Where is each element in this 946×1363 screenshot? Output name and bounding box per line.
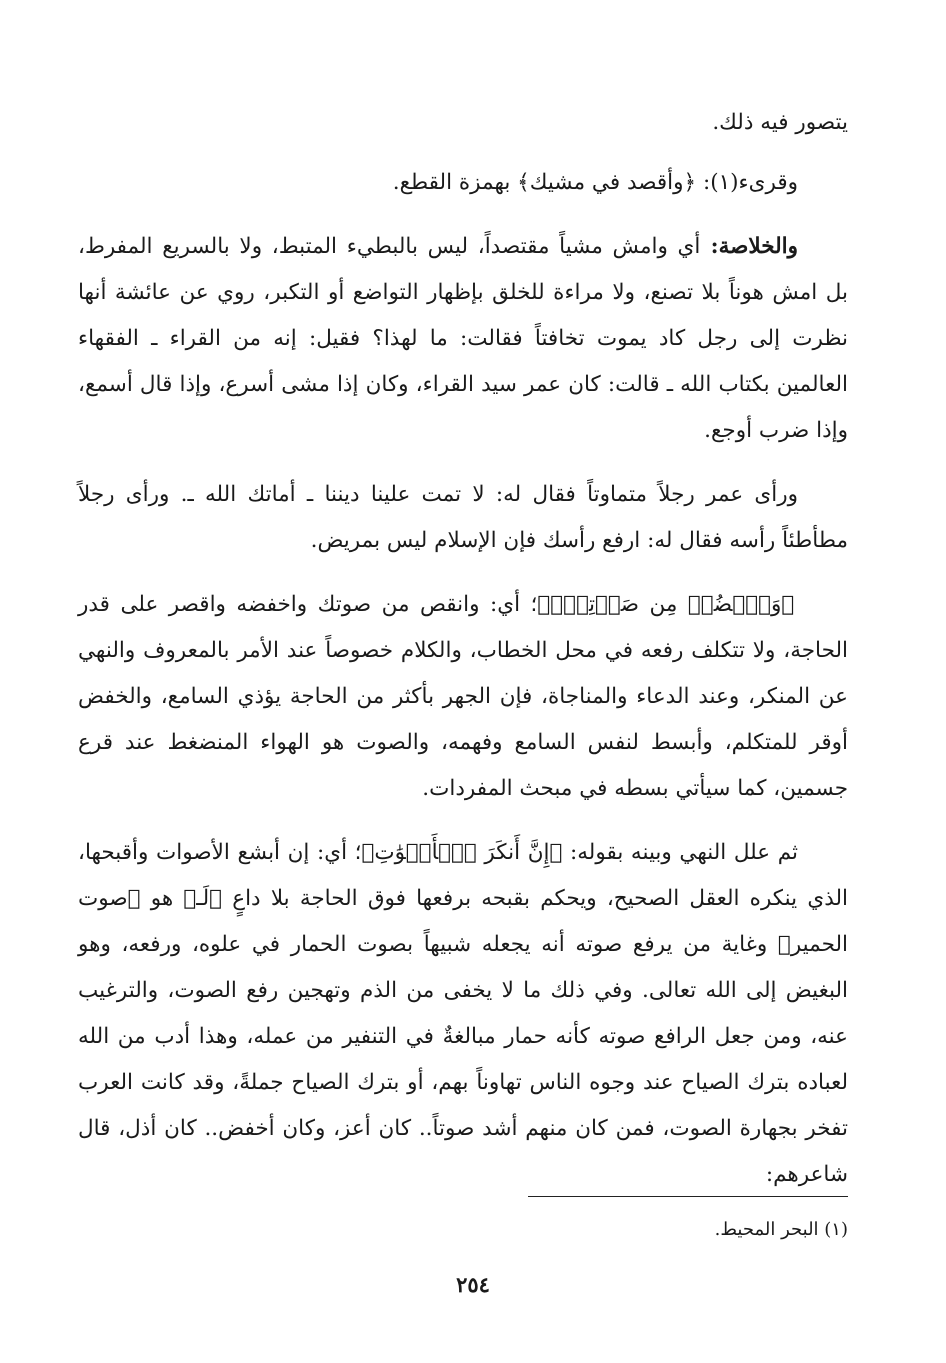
text-line: المفرط، بل امش هوناً بلا تصنع، ولا مراءة للخلق بإظهار التواضع أو التكبر،	[78, 234, 849, 305]
text-line: وقرىء(١): ﴿وأقصد في مشيك﴾ بهمزة القطع.	[392, 170, 798, 195]
text-line: في علوه، ورفعه، وهو البغيض إلى الله تعالى. وفي ذلك ما لا يخفى من الذم	[78, 932, 849, 1003]
text-line: ﴿وَٱغۡضُضۡ مِن صَوۡتِكَۚ﴾؛ أي: وانقص من صوتك واخفضه واقصر على قدر	[78, 592, 795, 617]
paragraph-umar	[78, 472, 848, 564]
text-line: ﴿لَـ﴾ هو ﴿صوت الحمير﴾ وغاية من يرفع صوته أنه يجعله شبيهاً بصوت الحمار	[78, 886, 849, 957]
text-line: فمن كان منهم أشد صوتاً.. كان أعز، وكان أخفض.. كان أذل، قال شاعرهم:	[78, 1116, 848, 1187]
footnote-divider	[528, 1196, 848, 1197]
page-body	[78, 100, 848, 1198]
paragraph-summary	[78, 224, 848, 454]
paragraph-continuation	[78, 100, 848, 146]
text-line: يتصور فيه ذلك.	[712, 110, 848, 135]
footnote: (١) البحر المحيط.	[714, 1219, 848, 1240]
text-line: ورأى عمر رجلاً متماوتاً فقال له: لا تمت علينا ديننا ـ أماتك الله ـ. ورأى	[114, 482, 798, 507]
paragraph-reading	[78, 160, 848, 206]
text-line: في التنفير من عمله، وهذا أدب من الله لعباده بترك الصياح عند وجوه الناس	[78, 1024, 848, 1095]
text-line: الحاجة، ولا تتكلف رفعه في محل الخطاب، والكلام خصوصاً عند الأمر	[229, 638, 848, 663]
paragraph-harshest-voices	[78, 830, 848, 1198]
text-line: بالمعروف والنهي عن المنكر، وعند الدعاء والمناجاة، فإن الجهر بأكثر من الحاجة	[78, 638, 848, 709]
text-line: وأقبحها، الذي ينكره العقل الصحيح، ويحكم بقبحه برفعها فوق الحاجة بلا داعٍ	[78, 840, 848, 911]
page-number: ٢٥٤	[456, 1272, 490, 1297]
text-line: وتهجين رفع الصوت، والترغيب عنه، ومن جعل الرافع صوته كأنه حمار مبالغةٌ	[78, 978, 849, 1049]
text-line: روي عن عائشة أنها نظرت إلى رجل كاد يموت تخافتاً فقالت: ما لهذا؟ فقيل:	[78, 280, 849, 351]
text-line: أي وامش مشياً مقتصداً، ليس بالبطيء المتبط، ولا بالسريع	[152, 234, 701, 259]
text-line: تهاوناً بهم، أو بترك الصياح جملةً، وقد كانت العرب تفخر بجهارة الصوت،	[78, 1070, 849, 1141]
text-line: إذا مشى أسرع، وإذا قال أسمع، وإذا ضرب أوجع.	[78, 372, 848, 443]
paragraph-lower-voice	[78, 582, 848, 812]
text-line: يؤذي السامع، والخفض أوقر للمتكلم، وأبسط لنفس السامع وفهمه، والصوت هو	[78, 684, 848, 755]
text-line: إنه من القراء ـ الفقهاء العالمين بكتاب الله ـ قالت: كان عمر سيد القراء، وكان	[78, 326, 848, 397]
summary-heading: والخلاصة:	[700, 234, 798, 259]
text-line: رجلاً مطأطئاً رأسه فقال له: ارفع رأسك فإن الإسلام ليس بمريض.	[78, 482, 848, 553]
text-line: ثم علل النهي وبينه بقوله: ﴿إِنَّ أَنكَرَ ٱلۡأَصۡوَٰتِ﴾؛ أي: إن أبشع الأصوات	[148, 840, 798, 865]
text-line: الهواء المنضغط عند قرع جسمين، كما سيأتي بسطه في مبحث المفردات.	[78, 730, 848, 801]
